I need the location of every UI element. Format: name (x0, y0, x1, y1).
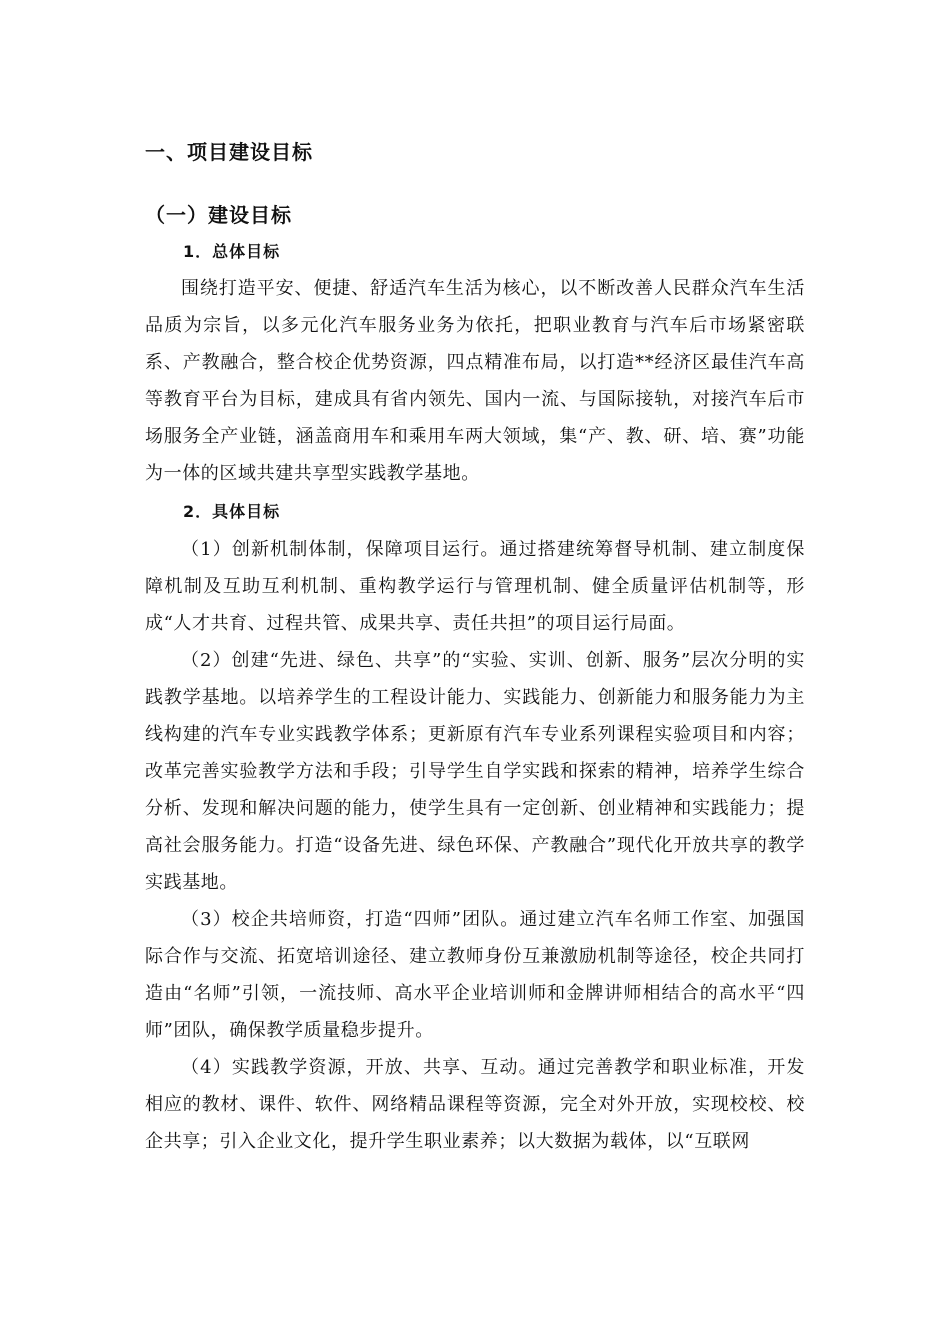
subheading-overall-goal: 1．总体目标 (183, 242, 281, 261)
paragraph-specific-goal-2: （2）创建“先进、绿色、共享”的“实验、实训、创新、服务”层次分明的实践教学基地。以培养学生的工程设计能力、实践能力、创新能力和服务能力为主线构建的汽车专业实践教学体系；更新原有汽车专业系列课程实验项目和内容；改革完善实验教学方法和手段；引导学生自学实践和探索的精神，培养学生综合分析、发现和解决问题的能力，使学生具有一定创新、创业精神和实践能力；提高社会服务能力。打造“设备先进、绿色环保、产教融合”现代化开放共享的教学实践基地。 (145, 650, 805, 893)
paragraph-specific-goal-4: （4）实践教学资源，开放、共享、互动。通过完善教学和职业标准，开发相应的教材、课件、软件、网络精品课程等资源，完全对外开放，实现校校、校企共享；引入企业文化，提升学生职业素养；以大数据为载体，以“互联网 (145, 1057, 805, 1152)
paragraph-overall-goal: 围绕打造平安、便捷、舒适汽车生活为核心，以不断改善人民群众汽车生活品质为宗旨，以多元化汽车服务业务为依托，把职业教育与汽车后市场紧密联系、产教融合，整合校企优势资源，四点精准布局，以打造**经济区最佳汽车高等教育平台为目标，建成具有省内领先、国内一流、与国际接轨，对接汽车后市场服务全产业链，涵盖商用车和乘用车两大领域，集“产、教、研、培、赛”功能为一体的区域共建共享型实践教学基地。 (145, 278, 805, 484)
paragraph-specific-goal-1: （1）创新机制体制，保障项目运行。通过搭建统筹督导机制、建立制度保障机制及互助互利机制、重构教学运行与管理机制、健全质量评估机制等，形成“人才共育、过程共管、成果共享、责任共担”的项目运行局面。 (145, 539, 805, 634)
paragraph-specific-goal-3: （3）校企共培师资，打造“四师”团队。通过建立汽车名师工作室、加强国际合作与交流、拓宽培训途径、建立教师身份互兼激励机制等途径，校企共同打造由“名师”引领，一流技师、高水平企业培训师和金牌讲师相结合的高水平“四师”团队，确保教学质量稳步提升。 (145, 909, 805, 1041)
heading-project-goals: 一、项目建设目标 (145, 140, 313, 164)
subheading-specific-goals: 2．具体目标 (183, 502, 281, 521)
heading-construction-goals: （一）建设目标 (145, 203, 292, 227)
